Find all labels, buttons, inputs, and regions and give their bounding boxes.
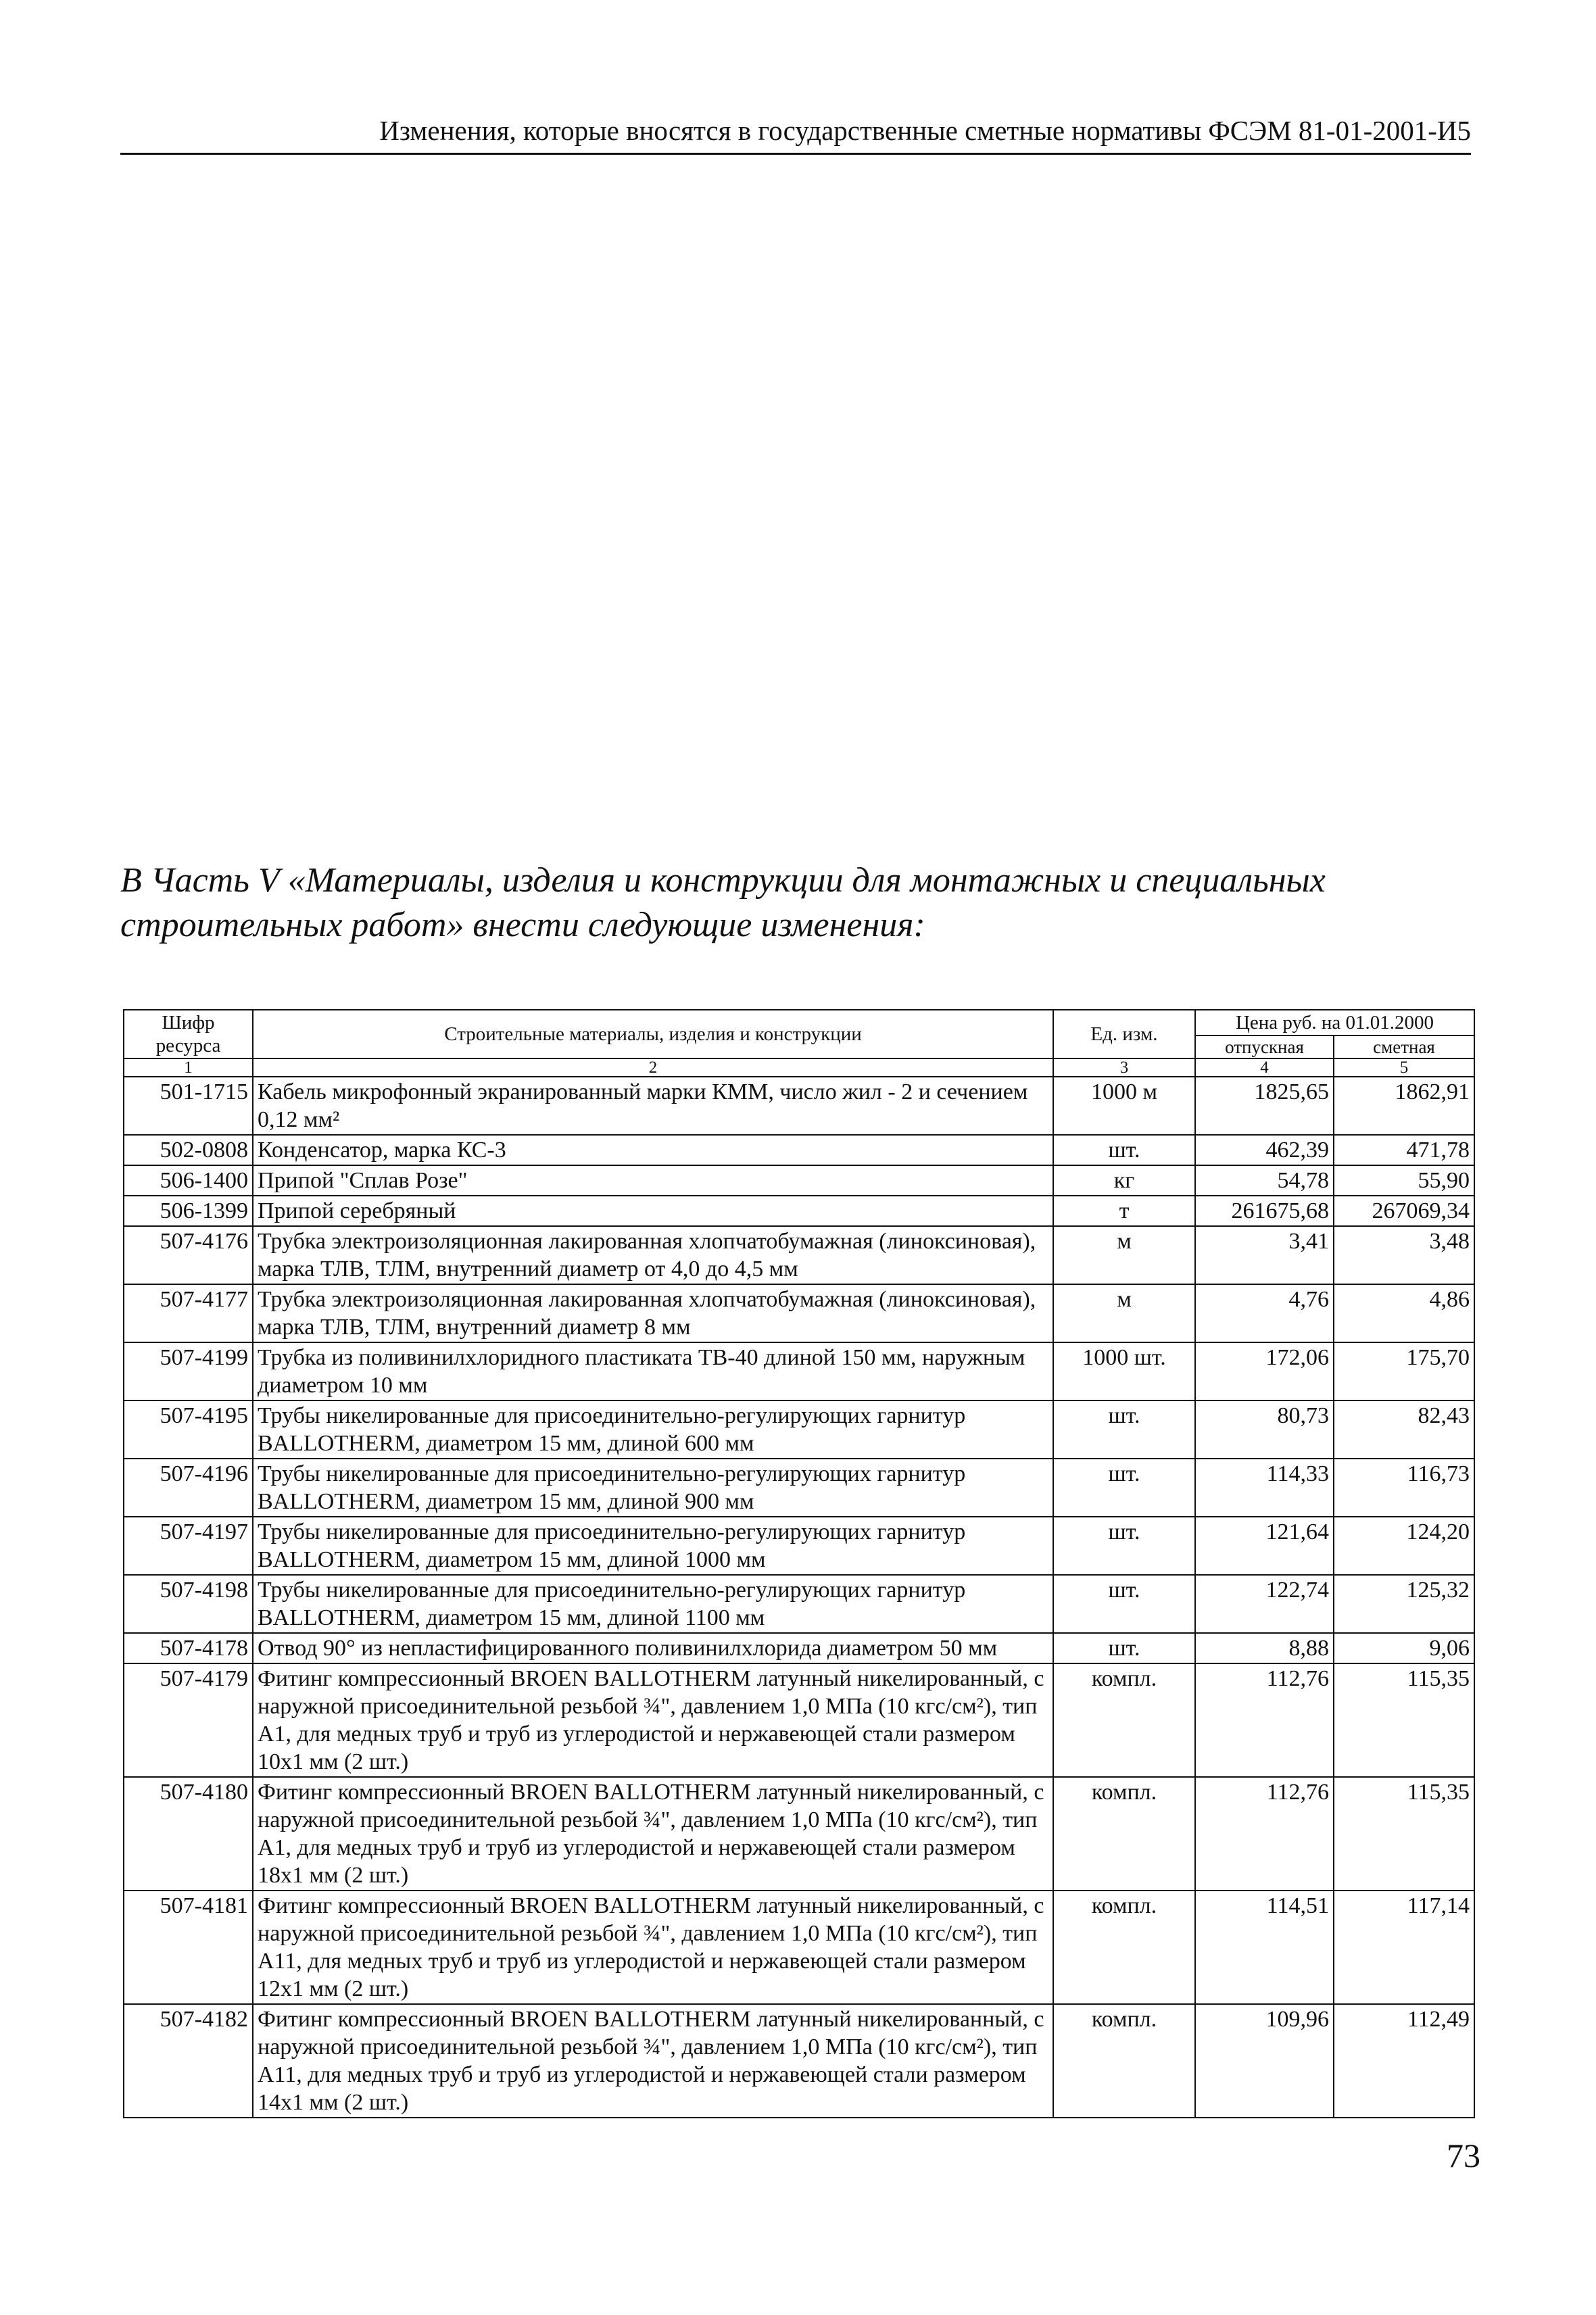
- header-price-release: отпускная: [1195, 1035, 1334, 1058]
- resource-name-cell: Конденсатор, марка КС-3: [253, 1135, 1053, 1165]
- release-price-cell: 109,96: [1195, 2004, 1334, 2118]
- page-number: 73: [1447, 2137, 1480, 2174]
- resource-name-cell: Фитинг компрессионный BROEN BALLOTHERM латунный никелированный, с наружной присоединительной резьбой ¾", давлением 1,0 МПа (10 кгс/см²), тип А11, для медных труб и труб из углеродистой и нержавеющей стали размером 12х1 мм (2 шт.): [253, 1891, 1053, 2004]
- estimate-price-cell: 116,73: [1334, 1459, 1474, 1517]
- resource-name-cell: Трубка из поливинилхлоридного пластиката ТВ-40 длиной 150 мм, наружным диаметром 10 мм: [253, 1342, 1053, 1400]
- resource-code-cell: 502-0808: [124, 1135, 253, 1165]
- resource-code-cell: 507-4198: [124, 1575, 253, 1633]
- header-code: Шифр ресурса: [124, 1010, 253, 1058]
- unit-cell: шт.: [1053, 1459, 1195, 1517]
- page-header: Изменения, которые вносятся в государственные сметные нормативы ФСЭМ 81-01-2001-И5: [120, 108, 1471, 155]
- resource-name-cell: Фитинг компрессионный BROEN BALLOTHERM латунный никелированный, с наружной присоединительной резьбой ¾", давлением 1,0 МПа (10 кгс/см²), тип А1, для медных труб и труб из углеродистой и нержавеющей стали размером 18х1 мм (2 шт.): [253, 1777, 1053, 1891]
- unit-cell: м: [1053, 1284, 1195, 1342]
- table-row: [124, 1342, 1474, 1400]
- release-price-cell: 112,76: [1195, 1663, 1334, 1777]
- resource-name-cell: Трубы никелированные для присоединительно-регулирующих гарнитур BALLOTHERM, диаметром 15 мм, длиной 900 мм: [253, 1459, 1053, 1517]
- table-row: [124, 1517, 1474, 1575]
- resource-code-cell: 507-4196: [124, 1459, 253, 1517]
- estimate-price-cell: 4,86: [1334, 1284, 1474, 1342]
- release-price-cell: 122,74: [1195, 1575, 1334, 1633]
- estimate-price-cell: 115,35: [1334, 1663, 1474, 1777]
- estimate-price-cell: 175,70: [1334, 1342, 1474, 1400]
- table-row: [124, 2004, 1474, 2118]
- intro-text: В Часть V «Материалы, изделия и конструкции для монтажных и специальных строительных работ» внести следующие изменения:: [120, 861, 1326, 944]
- estimate-price-cell: 55,90: [1334, 1165, 1474, 1196]
- unit-cell: компл.: [1053, 2004, 1195, 2118]
- estimate-price-cell: 9,06: [1334, 1633, 1474, 1663]
- unit-cell: м: [1053, 1226, 1195, 1284]
- column-number: 5: [1334, 1058, 1474, 1077]
- table-row: [124, 1196, 1474, 1226]
- table-row: [124, 1575, 1474, 1633]
- table-row: [124, 1400, 1474, 1459]
- resource-code-cell: 507-4197: [124, 1517, 253, 1575]
- estimate-price-cell: 125,32: [1334, 1575, 1474, 1633]
- resource-name-cell: Фитинг компрессионный BROEN BALLOTHERM латунный никелированный, с наружной присоединительной резьбой ¾", давлением 1,0 МПа (10 кгс/см²), тип А11, для медных труб и труб из углеродистой и нержавеющей стали размером 14х1 мм (2 шт.): [253, 2004, 1053, 2118]
- estimate-price-cell: 267069,34: [1334, 1196, 1474, 1226]
- header-price-estimate: сметная: [1334, 1035, 1474, 1058]
- resource-name-cell: Фитинг компрессионный BROEN BALLOTHERM латунный никелированный, с наружной присоединительной резьбой ¾", давлением 1,0 МПа (10 кгс/см²), тип А1, для медных труб и труб из углеродистой и нержавеющей стали размером 10х1 мм (2 шт.): [253, 1663, 1053, 1777]
- resource-code-cell: 507-4176: [124, 1226, 253, 1284]
- column-number: 3: [1053, 1058, 1195, 1077]
- resource-code-cell: 507-4179: [124, 1663, 253, 1777]
- unit-cell: шт.: [1053, 1517, 1195, 1575]
- resource-code-cell: 507-4178: [124, 1633, 253, 1663]
- unit-cell: т: [1053, 1196, 1195, 1226]
- resource-name-cell: Припой "Сплав Розе": [253, 1165, 1053, 1196]
- estimate-price-cell: 117,14: [1334, 1891, 1474, 2004]
- estimate-price-cell: 112,49: [1334, 2004, 1474, 2118]
- estimate-price-cell: 115,35: [1334, 1777, 1474, 1891]
- release-price-cell: 54,78: [1195, 1165, 1334, 1196]
- table-row: [124, 1165, 1474, 1196]
- unit-cell: шт.: [1053, 1575, 1195, 1633]
- resource-code-cell: 507-4199: [124, 1342, 253, 1400]
- estimate-price-cell: 3,48: [1334, 1226, 1474, 1284]
- column-number: 2: [253, 1058, 1053, 1077]
- table-row: [124, 1226, 1474, 1284]
- resource-code-cell: 501-1715: [124, 1077, 253, 1135]
- resource-name-cell: Трубы никелированные для присоединительно-регулирующих гарнитур BALLOTHERM, диаметром 15 мм, длиной 1000 мм: [253, 1517, 1053, 1575]
- unit-cell: компл.: [1053, 1777, 1195, 1891]
- resource-code-cell: 507-4195: [124, 1400, 253, 1459]
- resource-code-cell: 506-1399: [124, 1196, 253, 1226]
- unit-cell: шт.: [1053, 1633, 1195, 1663]
- column-number: 1: [124, 1058, 253, 1077]
- table-row: [124, 1459, 1474, 1517]
- table-row: [124, 1077, 1474, 1135]
- estimate-price-cell: 82,43: [1334, 1400, 1474, 1459]
- estimate-price-cell: 1862,91: [1334, 1077, 1474, 1135]
- unit-cell: кг: [1053, 1165, 1195, 1196]
- header-name: Строительные материалы, изделия и конструкции: [253, 1010, 1053, 1058]
- table-header-row: [124, 1010, 1474, 1035]
- column-number: 4: [1195, 1058, 1334, 1077]
- resource-code-cell: 507-4177: [124, 1284, 253, 1342]
- resource-code-cell: 506-1400: [124, 1165, 253, 1196]
- header-unit: Ед. изм.: [1053, 1010, 1195, 1058]
- table-row: [124, 1663, 1474, 1777]
- resource-name-cell: Трубы никелированные для присоединительно-регулирующих гарнитур BALLOTHERM, диаметром 15 мм, длиной 600 мм: [253, 1400, 1053, 1459]
- estimate-price-cell: 471,78: [1334, 1135, 1474, 1165]
- table-row: [124, 1633, 1474, 1663]
- release-price-cell: 172,06: [1195, 1342, 1334, 1400]
- resource-name-cell: Трубка электроизоляционная лакированная хлопчатобумажная (линоксиновая), марка ТЛВ, ТЛМ, внутренний диаметр от 4,0 до 4,5 мм: [253, 1226, 1053, 1284]
- resource-name-cell: Отвод 90° из непластифицированного поливинилхлорида диаметром 50 мм: [253, 1633, 1053, 1663]
- release-price-cell: 114,33: [1195, 1459, 1334, 1517]
- release-price-cell: 8,88: [1195, 1633, 1334, 1663]
- release-price-cell: 261675,68: [1195, 1196, 1334, 1226]
- release-price-cell: 121,64: [1195, 1517, 1334, 1575]
- table-row: [124, 1891, 1474, 2004]
- resource-code-cell: 507-4182: [124, 2004, 253, 2118]
- resource-name-cell: Трубы никелированные для присоединительно-регулирующих гарнитур BALLOTHERM, диаметром 15 мм, длиной 1100 мм: [253, 1575, 1053, 1633]
- resource-name-cell: Трубка электроизоляционная лакированная хлопчатобумажная (линоксиновая), марка ТЛВ, ТЛМ, внутренний диаметр 8 мм: [253, 1284, 1053, 1342]
- unit-cell: шт.: [1053, 1400, 1195, 1459]
- release-price-cell: 3,41: [1195, 1226, 1334, 1284]
- resource-name-cell: Припой серебряный: [253, 1196, 1053, 1226]
- release-price-cell: 462,39: [1195, 1135, 1334, 1165]
- table-row: [124, 1777, 1474, 1891]
- header-price: Цена руб. на 01.01.2000: [1195, 1010, 1474, 1035]
- release-price-cell: 80,73: [1195, 1400, 1334, 1459]
- release-price-cell: 1825,65: [1195, 1077, 1334, 1135]
- unit-cell: 1000 м: [1053, 1077, 1195, 1135]
- table-row: [124, 1135, 1474, 1165]
- table-body: [124, 1077, 1474, 2118]
- unit-cell: компл.: [1053, 1663, 1195, 1777]
- release-price-cell: 114,51: [1195, 1891, 1334, 2004]
- resource-code-cell: 507-4181: [124, 1891, 253, 2004]
- resource-name-cell: Кабель микрофонный экранированный марки КММ, число жил - 2 и сечением 0,12 мм²: [253, 1077, 1053, 1135]
- release-price-cell: 4,76: [1195, 1284, 1334, 1342]
- unit-cell: 1000 шт.: [1053, 1342, 1195, 1400]
- unit-cell: шт.: [1053, 1135, 1195, 1165]
- unit-cell: компл.: [1053, 1891, 1195, 2004]
- resources-table: [123, 1009, 1475, 2118]
- release-price-cell: 112,76: [1195, 1777, 1334, 1891]
- table-row: [124, 1284, 1474, 1342]
- resource-code-cell: 507-4180: [124, 1777, 253, 1891]
- estimate-price-cell: 124,20: [1334, 1517, 1474, 1575]
- column-numbers-row: [124, 1058, 1474, 1077]
